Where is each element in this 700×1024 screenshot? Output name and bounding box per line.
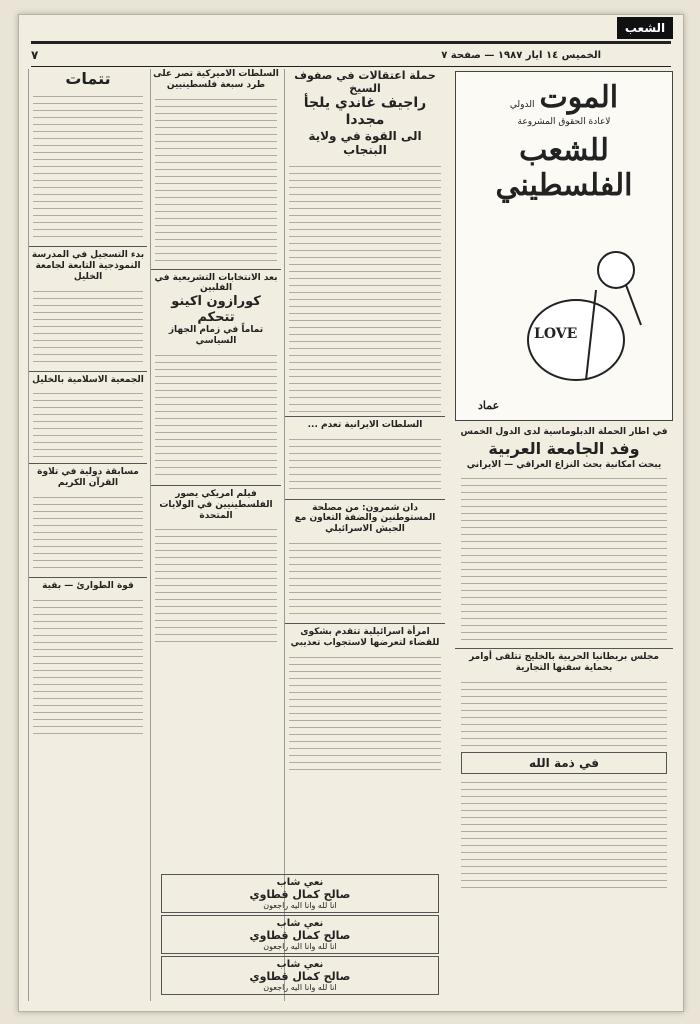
register-headline: بدء التسجيل في المدرسة النموذجية التابعة لجامعة الخليل [31,250,145,282]
article-body-quran [33,493,143,573]
mourning-title: نعي شاب [276,918,324,929]
mourning-name: صالح كمال قطاوي [249,929,351,942]
cartoon-signature: عماد [478,399,500,412]
philippines-sub: تماماً في زمام الجهاز السياسي [168,325,264,347]
cartoon-title-1: الموت [539,80,619,115]
article-body-philippines [155,351,277,481]
issue-info: الخميس ١٤ ايار ١٩٨٧ — صفحة ٧ [441,49,601,61]
mourning-line: انا لله وانا اليه راجعون [263,901,337,910]
settlers-headline: دان شمرون: من مصلحة المستوطنين والضفة التعاون مع الجيش الاسرائيلي [294,502,436,535]
article-body-us [155,95,277,265]
philippines-headline: كورازون اكينو تتحكم [171,294,261,325]
article-body-tatimmat [33,92,143,242]
nafaq-headline: قوة الطوارئ — بقية [42,580,134,591]
mourning-title: نعي شاب [276,959,324,970]
article-body-iran [289,435,441,495]
article-body-obituary [461,778,667,888]
sikh-headline-3: الى القوة في ولاية البنجاب [308,128,422,158]
tatimmat-heading: تتمات [65,69,111,88]
bottom-right-label: في ذمة الله [461,752,667,774]
page-number: ٧ [31,48,39,62]
article-body-settlers [289,539,441,619]
mourning-line: انا لله وانا اليه راجعون [263,983,337,992]
mourning-name: صالح كمال قطاوي [249,888,351,901]
mourning-name: صالح كمال قطاوي [249,970,351,983]
mourning-notice-1 [161,874,439,913]
sikh-headline-1: حملة اعتقالات في صفوف السيخ [294,69,436,96]
arab-league-headline: وفد الجامعة العربية [488,439,640,458]
us-sanctions-headline: السلطات الاميركية تصر على طرد سبعة فلسطينيين [153,69,279,90]
arab-league-subheadline: يبحث امكانية بحث النزاع العراقي — الايراني [466,460,662,471]
article-body-gulf [461,678,667,748]
center-right-column [284,69,445,1001]
mourning-title: نعي شاب [276,877,324,888]
quran-headline: مسابقة دولية في تلاوة القرآن الكريم [37,467,139,489]
article-body-islamic [33,389,143,459]
mourning-notice-3 [161,956,439,995]
article-body-israeli-woman [289,653,441,773]
center-left-column [150,69,281,1001]
mourning-notices [155,872,445,997]
cartoon-title-3: للشعب [519,133,609,168]
mourning-notice-2 [161,915,439,954]
article-body-register [33,287,143,367]
israeli-woman-headline: امرأة اسرائيلية تتقدم بشكوى للقضاء لتعرضها لاستجواب تعذيبي [290,626,440,648]
cartoon-title-4: الفلسطيني [495,168,633,203]
film-headline: فيلم امريكي يصور الفلسطينيين في الولايات المتحدة [159,488,273,521]
arab-league-pre: في اطار الحملة الدبلوماسية لدى الدول الخمس [460,427,668,437]
cartoon-title-2: الدولي [509,100,535,110]
newspaper-page [18,14,684,1012]
editorial-cartoon [455,71,673,421]
article-body-film [155,525,277,645]
bag-label: LOVE [534,326,578,342]
cartoon-figure [456,230,672,390]
iran-headline: السلطات الايرانية تعدم ... [307,419,423,430]
british-gulf-headline: مجلس بريطانيا الحربية بالخليج تتلقى أوامر بحماية سفنها التجارية [469,652,659,673]
left-column [28,69,147,1001]
right-column [455,425,673,1001]
masthead-logo: الشعب [617,17,673,39]
article-body-nafaq [33,596,143,736]
mourning-line: انا لله وانا اليه راجعون [263,942,337,951]
philippines-pre: بعد الانتخابات التشريعية في الفلبين [154,272,278,294]
islamic-headline: الجمعية الاسلامية بالخليل [32,374,144,385]
page-header-bar [31,41,671,67]
article-body-sikh [289,162,441,412]
sikh-headline-2: راجيف غاندي يلجأ مجددا [303,95,427,129]
article-body-arab-league [461,474,667,644]
cartoon-subtitle: لاعادة الحقوق المشروعة [517,117,611,127]
